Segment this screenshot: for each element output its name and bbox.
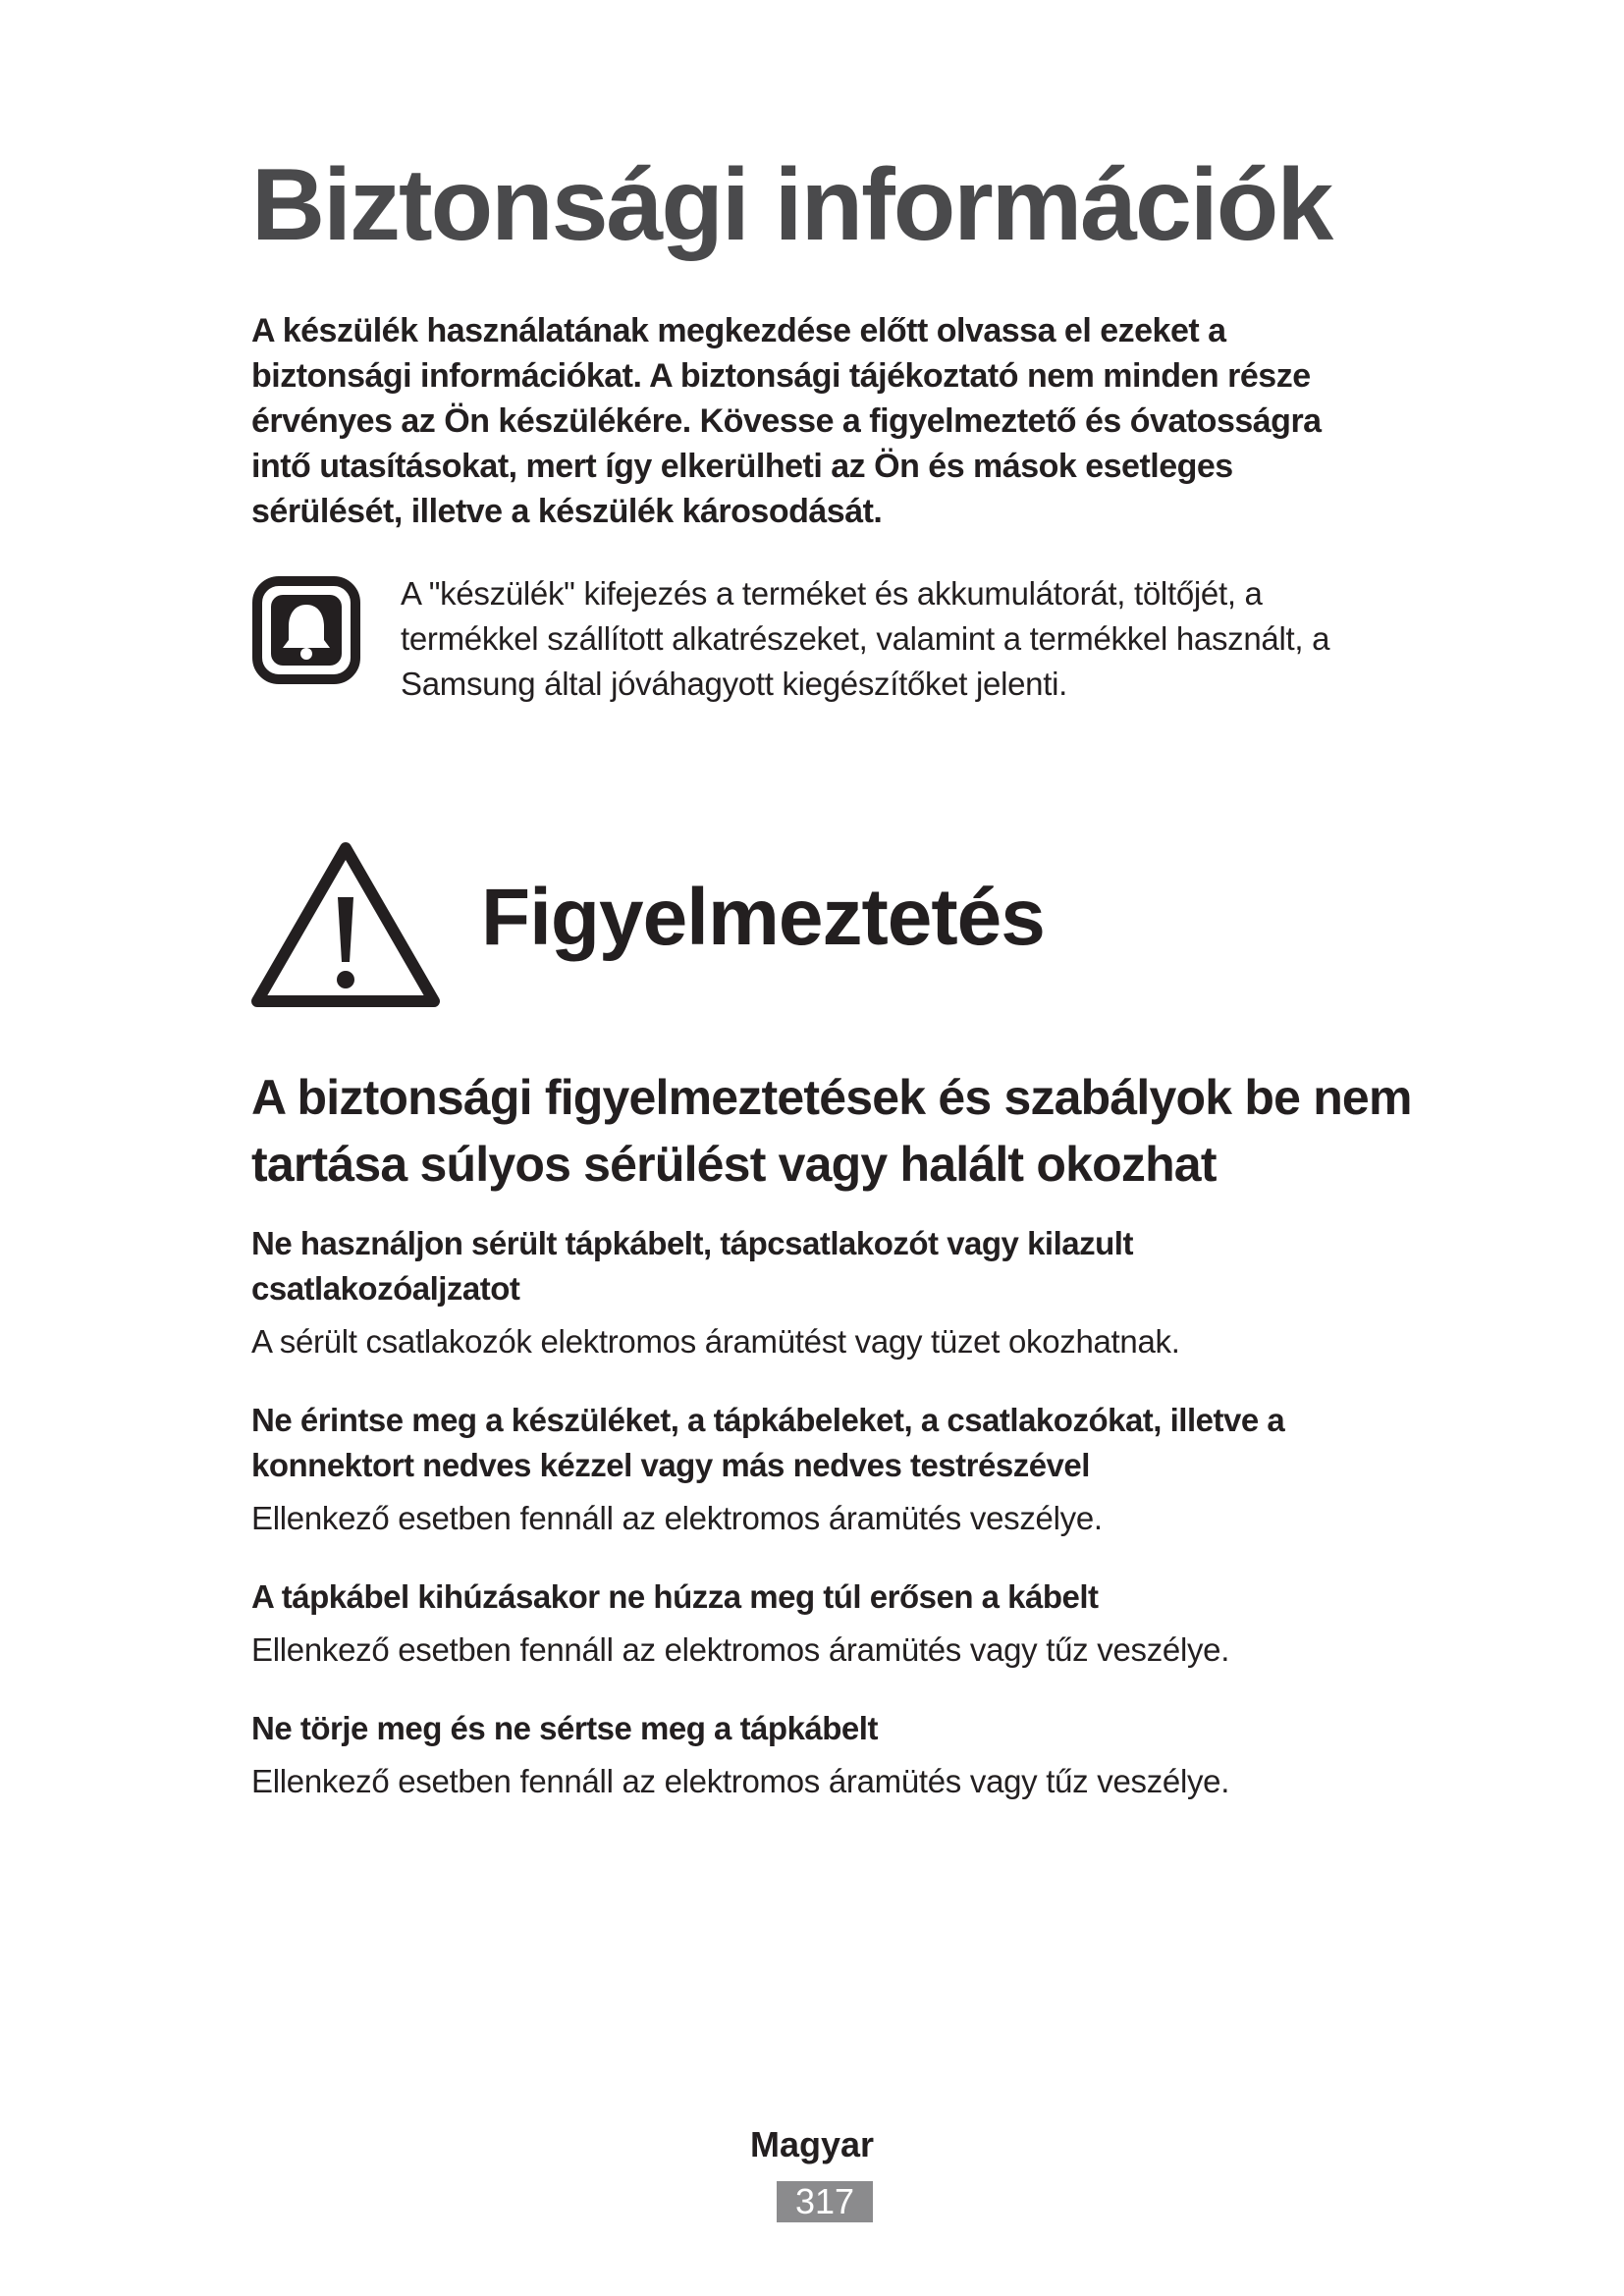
rules-list [251, 1221, 1410, 1838]
bell-icon [251, 575, 361, 685]
rule-item [251, 1575, 1410, 1673]
note-text: A "készülék" kifejezés a terméket és akkumulátorát, töltőjét, a termékkel szállított alkatrészeket, valamint a termékkel használt, a Samsung által jóváhagyott kiegészítőket jelenti. [401, 575, 1330, 702]
rule-text: Ellenkező esetben fennáll az elektromos áramütés veszélye. [251, 1500, 1103, 1536]
warning-heading: Figyelmeztetés [481, 873, 1045, 962]
intro-paragraph: A készülék használatának megkezdése előtt olvassa el ezeket a biztonsági információkat. A biztonsági tájékoztató nem minden része érvényes az Ön készülékére. Kövesse a figyelmeztető és óvatosságra intő utasításokat, mert így elkerülheti az Ön és mások esetleges sérülését, illetve a készülék károsodását. [251, 312, 1322, 530]
warning-triangle-icon [247, 836, 444, 1013]
rule-title: Ne érintse meg a készüléket, a tápkábeleket, a csatlakozókat, illetve a konnektort nedves kézzel vagy más nedves testrészével [251, 1402, 1285, 1483]
rule-title: Ne használjon sérült tápkábelt, tápcsatlakozót vagy kilazult csatlakozóaljzatot [251, 1225, 1133, 1307]
rule-item [251, 1398, 1410, 1541]
rule-title: A tápkábel kihúzásakor ne húzza meg túl erősen a kábelt [251, 1578, 1099, 1615]
rule-text: Ellenkező esetben fennáll az elektromos áramütés vagy tűz veszélye. [251, 1631, 1230, 1668]
rule-item [251, 1221, 1410, 1364]
page-title: Biztonsági információk [251, 148, 1332, 262]
page-number: 317 [777, 2181, 873, 2222]
footer-language: Magyar [749, 2124, 875, 2164]
warning-subtitle: A biztonsági figyelmeztetések és szabályok be nem tartása súlyos sérülést vagy halált okozhat [251, 1070, 1412, 1192]
rule-item [251, 1706, 1410, 1804]
rule-text: Ellenkező esetben fennáll az elektromos áramütés vagy tűz veszélye. [251, 1763, 1230, 1799]
rule-title: Ne törje meg és ne sértse meg a tápkábelt [251, 1710, 878, 1746]
rule-text: A sérült csatlakozók elektromos áramütést vagy tüzet okozhatnak. [251, 1323, 1180, 1360]
